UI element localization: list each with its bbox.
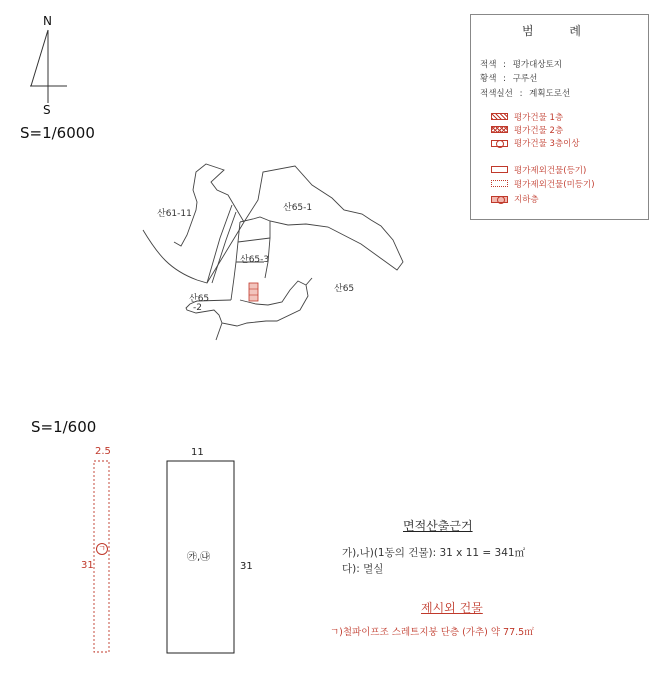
excluded-registered-icon [491, 166, 508, 173]
area-basis-line: 가),나)(1동의 건물): 31 x 11 = 341㎡ [342, 547, 526, 559]
parcel-label: 산65-1 [283, 203, 313, 213]
excluded-building-outline [94, 461, 109, 652]
north-label: N [43, 14, 52, 28]
circle-3f-icon [491, 140, 508, 147]
parcel-label: 산61-11 [157, 209, 192, 219]
main-width-label: 11 [191, 447, 204, 458]
legend-text-line: 적색 : 평가대상토지 [480, 60, 562, 70]
legend-item-label: 평가건물 1층 [514, 113, 564, 123]
legend-box [470, 14, 649, 220]
hatch-1f-icon [491, 113, 508, 120]
legend-title: 범 례 [522, 24, 597, 38]
parcel-label: 산65-3 [240, 255, 270, 265]
legend-item-label: 평가제외건물(등기) [514, 166, 587, 176]
parcel-label: 산65 [334, 284, 355, 294]
hatch-2f-icon [491, 126, 508, 133]
south-label: S [43, 103, 51, 117]
excluded-height-label: 31 [81, 560, 94, 571]
parcel-label: 산65 [189, 294, 210, 304]
legend-item-label: 지하층 [514, 195, 539, 205]
parcel-map [143, 164, 403, 340]
scale-label-bottom: S=1/600 [31, 418, 97, 436]
legend-text-line: 적색실선 : 계획도로선 [480, 89, 571, 99]
legend-item-label: 평가건물 2층 [514, 126, 564, 136]
excluded-description: ㄱ)철파이프조 스레트지붕 단층 (가추) 약 77.5㎡ [330, 627, 534, 638]
north-arrow-icon [30, 30, 67, 103]
legend-item-label: 평가건물 3층이상 [514, 139, 580, 149]
excluded-marker: ㄱ [96, 543, 108, 555]
area-basis-line: 다): 멸실 [342, 563, 384, 575]
area-basis-title: 면적산출근거 [403, 519, 473, 533]
excluded-unregistered-icon [491, 180, 508, 187]
scale-label-top: S=1/6000 [20, 124, 95, 142]
legend-text-line: 황색 : 구루선 [480, 74, 538, 84]
parcel-label: -2 [193, 303, 202, 313]
main-building-marker: ㉮,㉯ [187, 552, 211, 563]
excluded-width-label: 2.5 [95, 446, 111, 457]
legend-item-label: 평가제외건물(미등기) [514, 180, 595, 190]
main-height-label: 31 [240, 561, 253, 572]
basement-icon [491, 196, 508, 203]
excluded-title: 제시외 건물 [421, 601, 483, 615]
